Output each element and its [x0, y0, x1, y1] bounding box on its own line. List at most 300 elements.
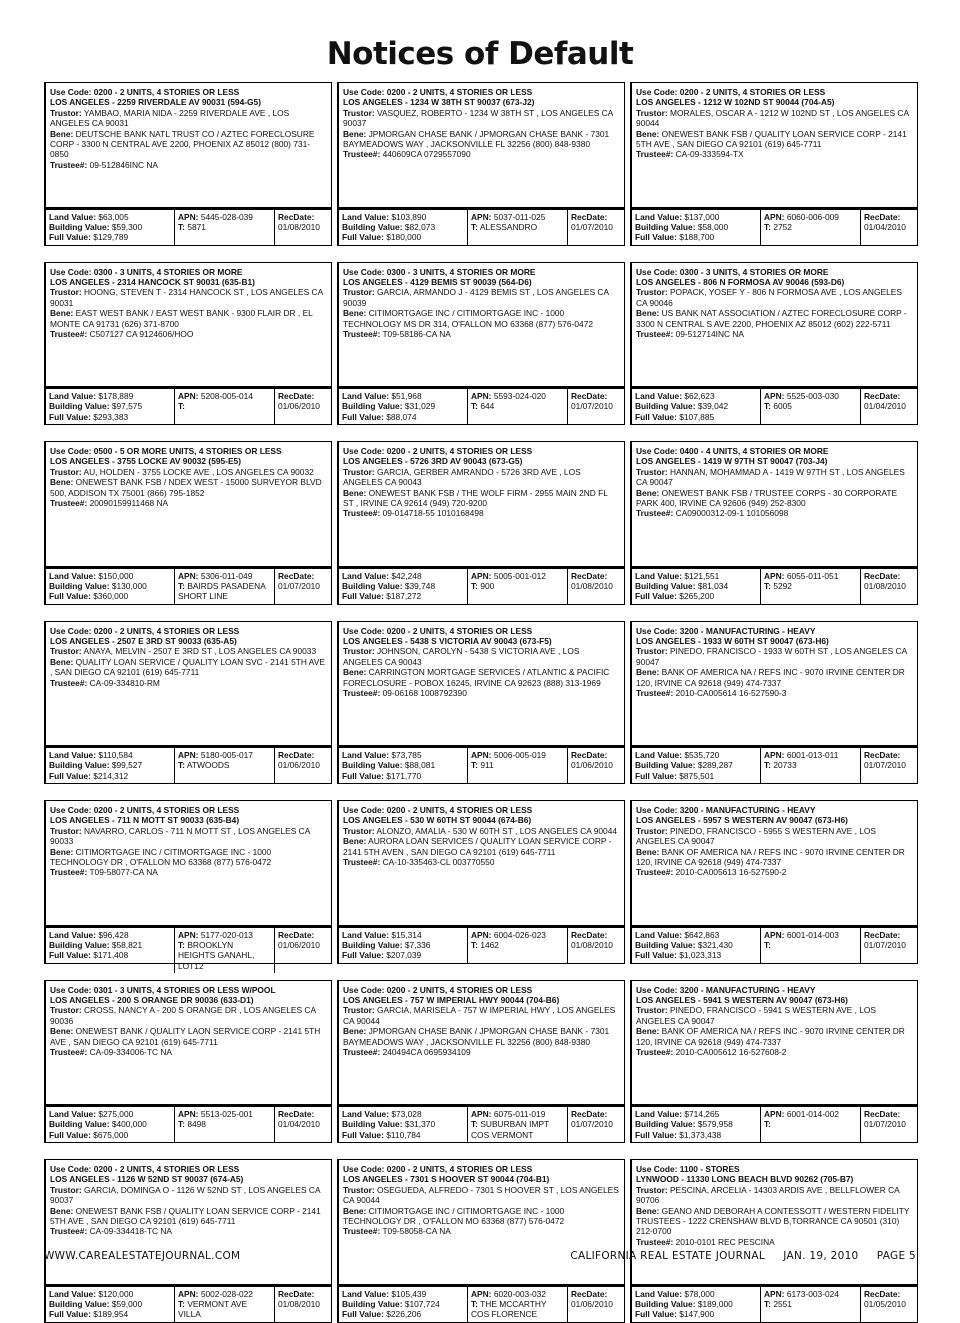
recdate-label: RecDate:: [864, 570, 901, 581]
land-value: $105,439: [391, 1288, 427, 1299]
recdate-label: RecDate:: [864, 1109, 901, 1119]
bene-label: Bene:: [50, 656, 74, 667]
full-label: Full Value:: [342, 411, 384, 422]
trustor-value: PESCINA, ARCELIA - 14303 ARDIS AVE , BELLFLOWER CA 90706: [636, 1184, 900, 1206]
trustor-value: VASQUEZ, ROBERTO - 1234 W 38TH ST , LOS ANGELES CA 90037: [343, 107, 613, 129]
full-label: Full Value:: [635, 950, 677, 961]
value-row: [337, 927, 625, 964]
t-label: T:: [178, 221, 185, 232]
building-value: $31,370: [404, 1119, 436, 1130]
land-label: Land Value:: [635, 750, 683, 760]
recdate-value: 01/07/2010: [571, 401, 613, 412]
apn-value: 5593-024-020: [493, 391, 546, 401]
trustor-line: [50, 1185, 327, 1206]
t-label: T:: [764, 760, 771, 771]
trustor-value: HANNAN, MOHAMMAD A - 1419 W 97TH ST , LOS ANGELES CA 90047: [636, 466, 905, 488]
notice-card: [337, 1159, 625, 1323]
notice-card: [44, 800, 332, 971]
value-cell: [339, 748, 467, 783]
full-label: Full Value:: [49, 591, 91, 602]
apn-value: 6075-011-019: [493, 1109, 546, 1119]
land-value: $535,720: [684, 750, 720, 760]
building-label: Building Value:: [635, 939, 696, 950]
apn-cell: [467, 569, 567, 604]
full-value: $265,200: [679, 591, 715, 602]
recdate-cell: [567, 928, 624, 963]
property-address: LOS ANGELES - 5957 S WESTERN AV 90047 (673-H6): [636, 815, 848, 826]
trustor-label: Trustor:: [50, 825, 82, 836]
full-value: $107,885: [679, 411, 715, 422]
t-label: T:: [471, 1119, 478, 1130]
property-address: LOS ANGELES - 806 N FORMOSA AV 90046 (593-D6): [636, 276, 845, 287]
trustee-line: [636, 1237, 913, 1247]
trustor-value: ALONZO, AMALIA - 530 W 60TH ST , LOS ANGELES CA 90044: [376, 825, 618, 836]
trustor-line: [343, 467, 620, 488]
trustee-value: 09-512846INC NA: [89, 159, 159, 170]
trustor-line: [343, 646, 620, 667]
apn-label: APN:: [764, 1109, 785, 1119]
trustee-value: CA-09-334006-TC NA: [89, 1046, 172, 1057]
trustor-line: [50, 646, 327, 656]
trustor-line: [50, 1005, 327, 1026]
bene-value: EAST WEST BANK / EAST WEST BANK - 9300 FLAIR DR , EL MONTE CA 91731 (626) 371-8700: [50, 308, 313, 329]
recdate-value: 01/07/2010: [864, 760, 906, 771]
notice-card: [630, 82, 918, 246]
notice-column: [44, 82, 332, 1323]
bene-line: [343, 488, 620, 509]
building-label: Building Value:: [342, 760, 403, 771]
bene-line: [636, 847, 913, 868]
trustor-value: ANAYA, MELVIN - 2507 E 3RD ST , LOS ANGELES CA 90033: [83, 646, 317, 657]
notice-gap: [630, 425, 918, 441]
trustee-line: [50, 498, 327, 508]
t-label: T:: [178, 760, 185, 771]
trustee-line: [636, 1047, 913, 1057]
apn-cell: [760, 210, 860, 245]
building-value: $31,029: [404, 401, 436, 412]
land-value: $15,314: [391, 929, 422, 940]
trustor-label: Trustor:: [636, 287, 668, 298]
recdate-cell: [860, 389, 917, 424]
building-value: $289,287: [697, 760, 733, 771]
t-value: SUBURBAN IMPT COS VERMONT: [471, 1119, 550, 1140]
t-label: T:: [764, 221, 771, 232]
property-address: LOS ANGELES - 5941 S WESTERN AV 90047 (673-H6): [636, 994, 848, 1005]
recdate-label: RecDate:: [278, 391, 315, 401]
trustee-line: [343, 508, 620, 518]
recdate-label: RecDate:: [571, 391, 608, 401]
trustor-label: Trustor:: [636, 1184, 668, 1195]
value-cell: [46, 1287, 174, 1322]
trustor-value: PINEDO, FRANCISCO - 5941 S WESTERN AVE , LOS ANGELES CA 90047: [636, 1005, 876, 1026]
bene-line: [50, 1026, 327, 1047]
trustee-line: [50, 1226, 327, 1236]
bene-line: [50, 308, 327, 329]
trustor-label: Trustor:: [50, 287, 82, 298]
building-label: Building Value:: [49, 1298, 110, 1309]
use-code: Use Code: 3200 - MANUFACTURING - HEAVY: [636, 984, 816, 995]
t-value: THE MCCARTHY COS FLORENCE: [471, 1298, 547, 1320]
land-label: Land Value:: [635, 1288, 683, 1299]
trustee-line: [636, 149, 913, 159]
use-code: Use Code: 0300 - 3 UNITS, 4 STORIES OR MORE: [343, 266, 536, 277]
property-address: LOS ANGELES - 1234 W 38TH ST 90037 (673-J2): [343, 97, 535, 108]
trustee-label: Trustee#:: [50, 677, 88, 688]
bene-label: Bene:: [636, 667, 660, 678]
land-label: Land Value:: [49, 570, 97, 581]
full-value: $360,000: [93, 591, 129, 602]
recdate-value: 01/07/2010: [864, 939, 906, 950]
recdate-label: RecDate:: [278, 1288, 315, 1299]
apn-cell: [174, 748, 274, 783]
trustee-value: T09-58058-CA NA: [382, 1226, 451, 1237]
land-value: $150,000: [98, 570, 134, 581]
value-row: [630, 1106, 918, 1143]
trustor-line: [50, 826, 327, 847]
bene-line: [343, 1026, 620, 1047]
t-label: T:: [178, 939, 185, 950]
t-value: ATWOODS: [186, 760, 230, 771]
bene-value: ONEWEST BANK FSB / QUALITY LOAN SERVICE CORP - 2141 5TH AVE , SAN DIEGO CA 92101 (619) 645-7711: [50, 1205, 321, 1227]
t-label: T:: [471, 221, 478, 232]
bene-value: ONEWEST BANK FSB / QUALITY LOAN SERVICE CORP - 2141 5TH AVE , SAN DIEGO CA 92101 (619) 645-7711: [636, 128, 907, 150]
trustee-value: CA-10-335463-CL 003770550: [382, 857, 495, 868]
use-code: Use Code: 3200 - MANUFACTURING - HEAVY: [636, 805, 816, 815]
recdate-value: 01/06/2010: [571, 760, 613, 771]
bene-line: [343, 1206, 620, 1227]
land-value: $642,863: [684, 929, 720, 940]
bene-line: [50, 129, 327, 160]
trustor-value: PINEDO, FRANCISCO - 1933 W 60TH ST , LOS ANGELES CA 90047: [636, 646, 907, 667]
recdate-cell: [860, 1107, 917, 1142]
recdate-value: 01/06/2010: [278, 401, 320, 412]
land-label: Land Value:: [342, 211, 390, 222]
building-value: $189,000: [697, 1298, 733, 1309]
recdate-value: 01/06/2010: [571, 1298, 613, 1309]
bene-label: Bene:: [636, 487, 660, 498]
apn-label: APN:: [178, 929, 199, 940]
recdate-value: 01/07/2010: [571, 1119, 613, 1130]
building-label: Building Value:: [342, 401, 403, 412]
notice-body: [44, 800, 332, 927]
trustor-value: NAVARRO, CARLOS - 711 N MOTT ST , LOS ANGELES CA 90033: [50, 825, 310, 847]
building-value: $130,000: [111, 580, 147, 591]
trustee-value: CA09000312-09-1 101056098: [675, 508, 789, 519]
page-title: Notices of Default: [326, 36, 634, 72]
land-value: $51,968: [391, 391, 422, 401]
building-label: Building Value:: [49, 939, 110, 950]
building-label: Building Value:: [49, 760, 110, 771]
trustee-line: [343, 857, 620, 867]
full-value: $293,383: [93, 411, 129, 422]
trustee-label: Trustee#:: [343, 1046, 381, 1057]
bene-label: Bene:: [636, 1205, 660, 1216]
property-address: LOS ANGELES - 200 S ORANGE DR 90036 (633-D1): [50, 994, 254, 1005]
notice-gap: [630, 784, 918, 800]
trustor-line: [636, 1005, 913, 1026]
bene-value: JPMORGAN CHASE BANK / JPMORGAN CHASE BANK - 7301 BAYMEADOWS WAY , JACKSONVILLE FL 32256 (800) 848-9380: [343, 1026, 610, 1047]
full-value: $875,501: [679, 770, 715, 781]
bene-line: [343, 836, 620, 857]
building-value: $39,748: [404, 580, 436, 591]
apn-cell: [760, 1107, 860, 1142]
full-label: Full Value:: [635, 770, 677, 781]
land-label: Land Value:: [49, 929, 97, 940]
bene-value: ONEWEST BANK FSB / TRUSTEE CORPS - 30 CORPORATE PARK 400, IRVINE CA 92606 (949) 252-8300: [636, 487, 898, 509]
t-value: VERMONT AVE VILLA: [178, 1298, 248, 1320]
notice-card: [630, 262, 918, 426]
notice-body: [630, 82, 918, 209]
value-cell: [46, 569, 174, 604]
notice-body: [44, 82, 332, 209]
land-label: Land Value:: [342, 1109, 390, 1119]
land-label: Land Value:: [635, 1109, 683, 1119]
building-value: $58,000: [697, 221, 729, 232]
notice-card: [44, 441, 332, 605]
use-code: Use Code: 0300 - 3 UNITS, 4 STORIES OR MORE: [50, 266, 243, 277]
trustee-label: Trustee#:: [636, 687, 674, 698]
land-label: Land Value:: [635, 929, 683, 940]
bene-value: CITIMORTGAGE INC / CITIMORTGAGE INC - 1000 TECHNOLOGY DR , O'FALLON MO 63368 (877) 576-0472: [343, 1205, 565, 1227]
footer-publication: CALIFORNIA REAL ESTATE JOURNAL: [570, 1250, 766, 1262]
value-cell: [339, 1287, 467, 1322]
apn-label: APN:: [178, 750, 199, 760]
bene-label: Bene:: [343, 128, 367, 139]
apn-cell: [760, 569, 860, 604]
trustor-label: Trustor:: [636, 646, 668, 657]
apn-label: APN:: [471, 1288, 492, 1299]
full-value: $171,770: [386, 770, 422, 781]
bene-line: [343, 667, 620, 688]
apn-label: APN:: [178, 391, 199, 401]
trustor-line: [636, 826, 913, 847]
use-code: Use Code: 0200 - 2 UNITS, 4 STORIES OR LESS: [50, 1164, 240, 1174]
apn-value: 6004-026-023: [493, 929, 546, 940]
value-cell: [339, 928, 467, 963]
notice-card: [337, 441, 625, 605]
t-label: T:: [764, 401, 771, 412]
trustee-value: T09-58077-CA NA: [89, 867, 158, 878]
t-value: 5871: [187, 221, 206, 232]
value-cell: [46, 389, 174, 424]
t-value: 2752: [773, 221, 792, 232]
notice-body: [337, 980, 625, 1107]
t-label: T:: [471, 939, 478, 950]
apn-label: APN:: [471, 929, 492, 940]
use-code: Use Code: 0200 - 2 UNITS, 4 STORIES OR LESS: [50, 87, 240, 97]
apn-value: 6060-006-009: [786, 211, 839, 222]
t-label: T:: [471, 1298, 478, 1309]
apn-value: 6173-003-024: [786, 1288, 839, 1299]
bene-label: Bene:: [343, 1205, 367, 1216]
t-value: 900: [480, 580, 495, 591]
land-value: $63,005: [98, 211, 129, 222]
recdate-label: RecDate:: [864, 1288, 901, 1299]
t-value: BAIRDS PASADENA SHORT LINE: [178, 580, 266, 602]
building-label: Building Value:: [49, 580, 110, 591]
land-value: $714,265: [684, 1109, 720, 1119]
building-label: Building Value:: [49, 401, 110, 412]
recdate-value: 01/06/2010: [278, 760, 320, 771]
notice-card: [337, 262, 625, 426]
property-address: LOS ANGELES - 757 W IMPERIAL HWY 90044 (704-B6): [343, 994, 560, 1005]
bene-label: Bene:: [636, 128, 660, 139]
recdate-cell: [274, 1107, 331, 1142]
land-label: Land Value:: [49, 1109, 97, 1119]
notice-column: [337, 82, 625, 1323]
apn-label: APN:: [764, 1288, 785, 1299]
trustee-label: Trustee#:: [50, 159, 88, 170]
trustor-value: GARCIA, ARMANDO J - 4129 BEMIS ST , LOS ANGELES CA 90039: [343, 287, 609, 308]
value-row: [44, 568, 332, 605]
full-value: $207,039: [386, 950, 422, 961]
recdate-cell: [860, 748, 917, 783]
recdate-label: RecDate:: [864, 391, 901, 401]
notice-card: [44, 980, 332, 1144]
trustor-line: [636, 287, 913, 308]
notice-body: [44, 262, 332, 389]
trustee-value: 20090159911468 NA: [89, 498, 169, 509]
trustee-label: Trustee#:: [636, 1046, 674, 1057]
t-label: T:: [471, 760, 478, 771]
apn-cell: [760, 389, 860, 424]
recdate-value: 01/08/2010: [571, 580, 613, 591]
full-label: Full Value:: [342, 770, 384, 781]
trustee-value: 2010-CA005612 16-527608-2: [675, 1046, 787, 1057]
building-value: $39,042: [697, 401, 729, 412]
value-row: [630, 568, 918, 605]
notice-card: [44, 262, 332, 426]
apn-cell: [760, 928, 860, 963]
notice-gap: [44, 784, 332, 800]
apn-cell: [467, 210, 567, 245]
trustee-value: 09-512714INC NA: [675, 328, 745, 339]
apn-value: 5180-005-017: [200, 750, 253, 760]
building-label: Building Value:: [635, 760, 696, 771]
t-value: 5292: [773, 580, 792, 591]
trustee-label: Trustee#:: [50, 498, 88, 509]
full-label: Full Value:: [49, 1129, 91, 1140]
use-code: Use Code: 0200 - 2 UNITS, 4 STORIES OR LESS: [343, 1164, 533, 1174]
t-label: T:: [471, 580, 478, 591]
notice-body: [337, 262, 625, 389]
full-label: Full Value:: [49, 232, 91, 243]
value-row: [337, 388, 625, 425]
recdate-value: 01/08/2010: [278, 221, 320, 232]
trustor-label: Trustor:: [343, 287, 375, 298]
t-value: BROOKLYN HEIGHTS GANAHL, LOT12: [178, 939, 255, 971]
full-value: $110,784: [386, 1129, 421, 1140]
use-code: Use Code: 0200 - 2 UNITS, 4 STORIES OR LESS: [343, 984, 533, 995]
bene-line: [343, 308, 620, 329]
trustee-line: [343, 1226, 620, 1236]
building-value: $59,300: [111, 221, 143, 232]
land-value: $110,584: [98, 750, 133, 760]
trustor-line: [636, 1185, 913, 1206]
trustor-label: Trustor:: [50, 466, 82, 477]
footer-website[interactable]: WWW.CAREALESTATEJOURNAL.COM: [44, 1250, 241, 1262]
trustee-line: [343, 149, 620, 159]
value-row: [337, 209, 625, 246]
full-label: Full Value:: [342, 1309, 384, 1320]
recdate-cell: [567, 210, 624, 245]
trustee-label: Trustee#:: [50, 867, 88, 878]
trustee-label: Trustee#:: [343, 687, 381, 698]
trustor-label: Trustor:: [636, 466, 668, 477]
trustor-line: [343, 1005, 620, 1026]
building-value: $81,034: [697, 580, 729, 591]
building-value: $82,073: [404, 221, 436, 232]
recdate-value: 01/05/2010: [864, 1298, 906, 1309]
notice-body: [337, 621, 625, 748]
notice-card: [630, 621, 918, 785]
land-value: $96,428: [98, 929, 129, 940]
apn-label: APN:: [764, 750, 785, 760]
full-label: Full Value:: [635, 411, 677, 422]
recdate-cell: [860, 928, 917, 963]
trustee-value: CA-09-333594-TX: [675, 149, 744, 160]
notice-card: [630, 441, 918, 605]
apn-value: 5037-011-025: [493, 211, 546, 222]
apn-label: APN:: [471, 211, 492, 222]
trustee-line: [50, 160, 327, 170]
trustee-line: [50, 329, 327, 339]
recdate-label: RecDate:: [571, 1109, 608, 1119]
value-cell: [339, 210, 467, 245]
value-row: [337, 747, 625, 784]
recdate-value: 01/07/2010: [864, 1119, 906, 1130]
use-code: Use Code: 0200 - 2 UNITS, 4 STORIES OR LESS: [343, 805, 533, 815]
trustee-label: Trustee#:: [343, 508, 381, 519]
t-label: T:: [178, 1298, 185, 1309]
property-address: LOS ANGELES - 1933 W 60TH ST 90047 (673-H6): [636, 635, 829, 646]
bene-line: [636, 667, 913, 688]
recdate-label: RecDate:: [864, 211, 901, 222]
notice-gap: [630, 605, 918, 621]
bene-label: Bene:: [50, 128, 74, 139]
value-cell: [632, 210, 760, 245]
t-value: 644: [480, 401, 495, 412]
value-cell: [46, 210, 174, 245]
trustor-value: PINEDO, FRANCISCO - 5955 S WESTERN AVE , LOS ANGELES CA 90047: [636, 825, 876, 847]
land-label: Land Value:: [342, 1288, 390, 1299]
recdate-value: 01/08/2010: [278, 1298, 320, 1309]
notice-body: [630, 441, 918, 568]
recdate-cell: [567, 1107, 624, 1142]
land-value: $73,028: [391, 1109, 422, 1119]
trustee-label: Trustee#:: [343, 857, 381, 868]
value-row: [630, 927, 918, 964]
apn-cell: [174, 389, 274, 424]
building-label: Building Value:: [342, 1119, 403, 1130]
notice-body: [337, 441, 625, 568]
recdate-label: RecDate:: [571, 750, 608, 760]
property-address: LOS ANGELES - 3755 LOCKE AV 90032 (595-E5): [50, 456, 241, 467]
trustee-value: 2010-CA005613 16-527590-2: [675, 867, 787, 878]
trustor-line: [343, 108, 620, 129]
trustor-line: [343, 287, 620, 308]
property-address: LOS ANGELES - 2507 E 3RD ST 90033 (635-A5): [50, 635, 237, 646]
trustor-line: [50, 287, 327, 308]
bene-label: Bene:: [50, 1026, 74, 1037]
trustee-value: CA-09-334418-TC NA: [89, 1226, 172, 1237]
trustor-line: [50, 108, 327, 129]
apn-cell: [467, 1107, 567, 1142]
bene-label: Bene:: [50, 308, 74, 319]
notice-card: [630, 800, 918, 964]
recdate-label: RecDate:: [278, 211, 315, 222]
trustor-label: Trustor:: [636, 825, 668, 836]
